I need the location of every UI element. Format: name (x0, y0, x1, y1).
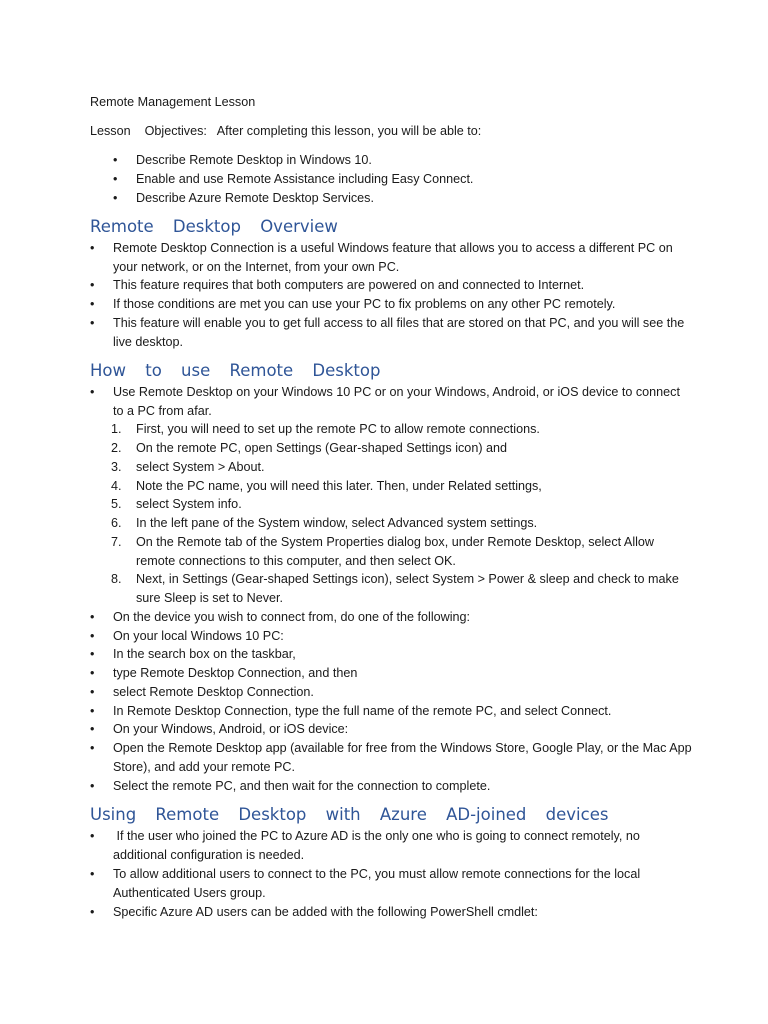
list-item: • This feature requires that both computers are powered on and connected to Internet. (113, 276, 693, 295)
list-item: • type Remote Desktop Connection, and then (113, 664, 693, 683)
step-item: 2. On the remote PC, open Settings (Gear-shaped Settings icon) and (111, 441, 508, 455)
list-item: • In the search box on the taskbar, (113, 645, 693, 664)
step-item: 1. First, you will need to set up the remote PC to allow remote connections. (111, 422, 540, 436)
list-item: • Open the Remote Desktop app (available for free from the Windows Store, Google Play, or the Mac App Store), and add your remote PC. (90, 741, 692, 774)
bullet-icon: • (90, 666, 95, 680)
bullet-icon: • (90, 779, 95, 793)
bullet-icon: • (90, 241, 95, 255)
list-item: • Select the remote PC, and then wait for the connection to complete. (113, 777, 693, 796)
list-item: • On your Windows, Android, or iOS device: (113, 720, 693, 739)
bullet-icon: • (90, 741, 95, 755)
bullet-icon: • (90, 629, 95, 643)
list-item: • If those conditions are met you can use your PC to fix problems on any other PC remotely. (113, 295, 693, 314)
step-item: 6. In the left pane of the System window, select Advanced system settings. (111, 516, 538, 530)
step-item: 4. Note the PC name, you will need this later. Then, under Related settings, (111, 479, 542, 493)
list-item: • If the user who joined the PC to Azure AD is the only one who is going to connect remotely, no additional configuration is needed. (90, 829, 644, 862)
bullet-icon: • (113, 153, 118, 167)
step-item: 5. select System info. (111, 497, 242, 511)
bullet-icon: • (90, 385, 95, 399)
list-item: • Use Remote Desktop on your Windows 10 PC or on your Windows, Android, or iOS device to connect to a PC from afar. (90, 385, 680, 418)
bullet-icon: • (90, 905, 95, 919)
bullet-icon: • (90, 316, 95, 330)
list-item: • In Remote Desktop Connection, type the full name of the remote PC, and select Connect. (113, 702, 693, 721)
section-heading-overview: Remote Desktop Overview (90, 217, 338, 236)
bullet-icon: • (90, 685, 95, 699)
bullet-icon: • (90, 610, 95, 624)
bullet-icon: • (113, 191, 118, 205)
bullet-icon: • (90, 278, 95, 292)
list-item: • Remote Desktop Connection is a useful Windows feature that allows you to access a different PC on your network, or on the Internet, from your own PC. (90, 241, 673, 274)
bullet-icon: • (90, 867, 95, 881)
list-item: • Specific Azure AD users can be added with the following PowerShell cmdlet: (113, 903, 693, 922)
bullet-icon: • (90, 647, 95, 661)
list-item: • This feature will enable you to get full access to all files that are stored on that PC, and you will see the live desktop. (90, 316, 685, 349)
step-item: 7. On the Remote tab of the System Properties dialog box, under Remote Desktop, select Allow remote connections to this computer, and then select OK. (111, 535, 655, 568)
step-item: 8. Next, in Settings (Gear-shaped Settings icon), select System > Power & sleep and check to make sure Sleep is set to Never. (111, 572, 679, 605)
list-item: • To allow additional users to connect to the PC, you must allow remote connections for the local Authenticated Users group. (90, 867, 641, 900)
list-item: • On the device you wish to connect from, do one of the following: (113, 608, 693, 627)
objective-item: • Describe Remote Desktop in Windows 10. (113, 151, 693, 170)
list-item: • On your local Windows 10 PC: (113, 627, 693, 646)
list-item: • select Remote Desktop Connection. (113, 683, 693, 702)
document-title: Remote Management Lesson (90, 95, 256, 109)
section-heading-azure-ad: Using Remote Desktop with Azure AD-joined devices (90, 805, 609, 824)
section-heading-how-to: How to use Remote Desktop (90, 361, 381, 380)
bullet-icon: • (113, 172, 118, 186)
objective-item: • Enable and use Remote Assistance including Easy Connect. (113, 170, 693, 189)
objective-item: • Describe Azure Remote Desktop Services. (113, 189, 693, 208)
bullet-icon: • (90, 829, 95, 843)
bullet-icon: • (90, 722, 95, 736)
step-item: 3. select System > About. (111, 460, 265, 474)
objectives-intro: Lesson Objectives: After completing this lesson, you will be able to: (90, 124, 482, 138)
bullet-icon: • (90, 704, 95, 718)
bullet-icon: • (90, 297, 95, 311)
